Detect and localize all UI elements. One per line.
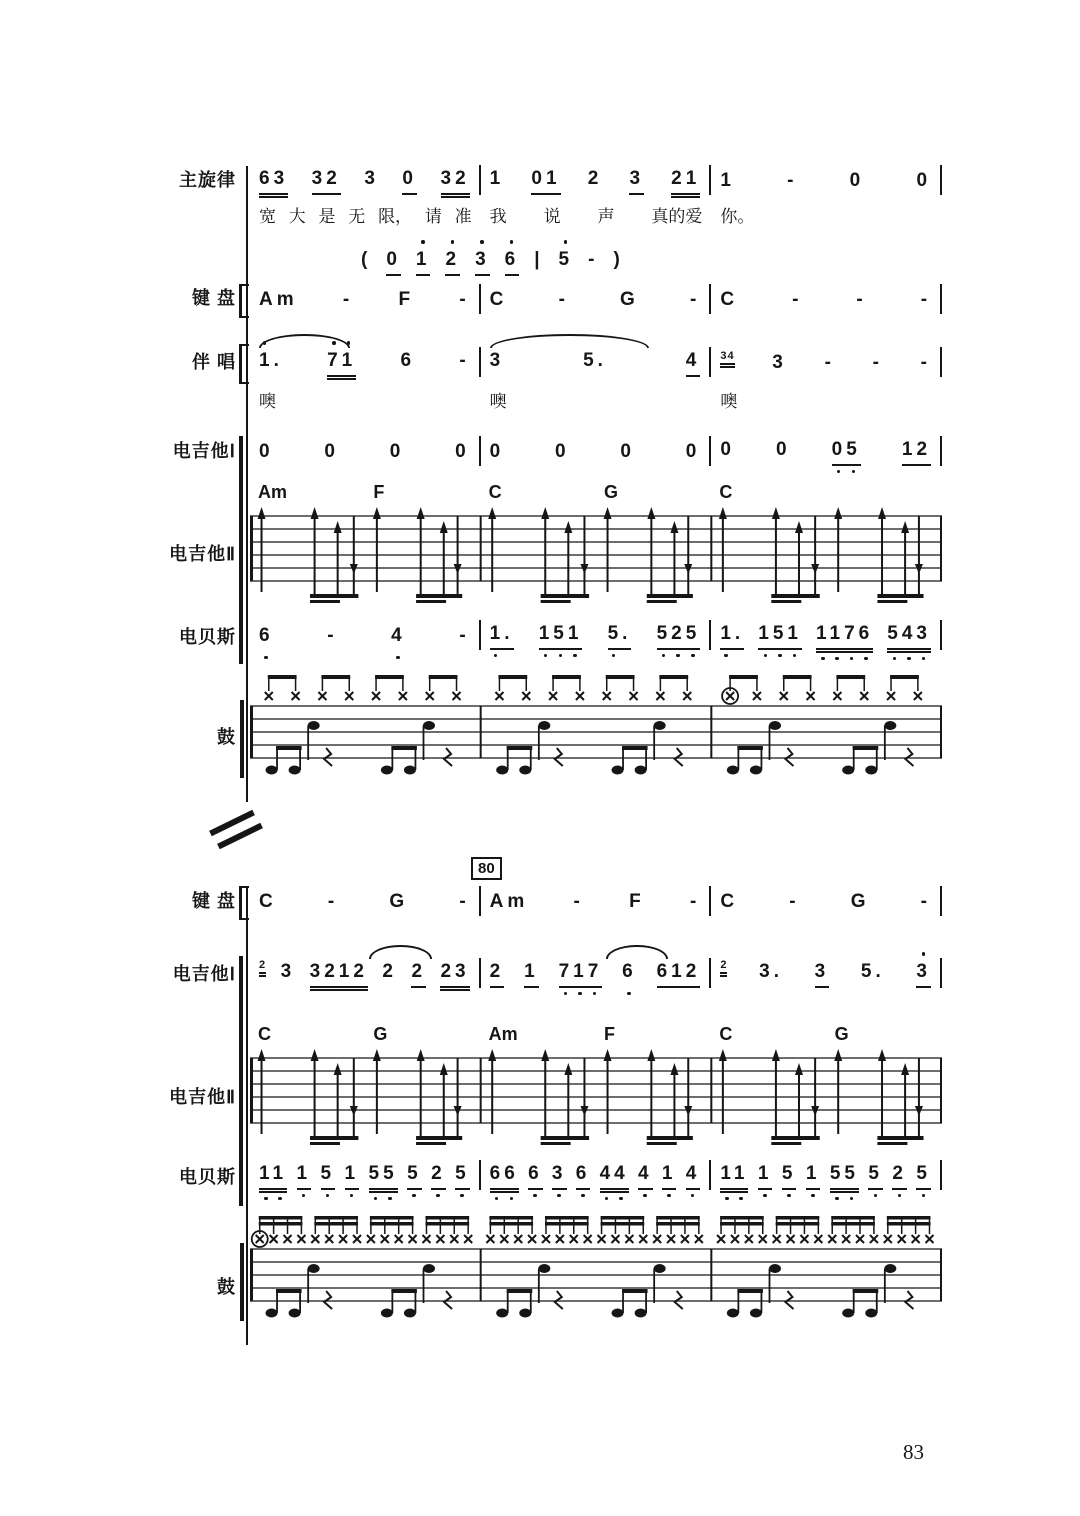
row-backing-vocal (250, 347, 942, 377)
rehearsal-mark: 80 (471, 857, 502, 880)
measure (352, 246, 633, 276)
jianpu-token: 4 (686, 1160, 701, 1190)
measure (481, 347, 710, 377)
jianpu-token: 0 (324, 441, 339, 462)
measure (250, 1160, 479, 1190)
row-keyboard-s1 (250, 284, 942, 314)
jianpu-token: 6 (528, 1160, 543, 1190)
label-keyboard-s2: 键 盘 (191, 891, 236, 911)
octave-dot-below (436, 1194, 440, 1198)
jianpu-token: - (459, 891, 470, 912)
jianpu-token: C (720, 891, 739, 912)
octave-dot-below (581, 1194, 585, 1198)
jianpu-token: 3 (280, 961, 296, 982)
drum-pattern-staff-s2 (250, 1203, 942, 1343)
octave-dot-below (557, 1194, 561, 1198)
barline (940, 284, 942, 314)
octave-dot-below (612, 654, 616, 658)
staff-drums-s2 (250, 1203, 942, 1343)
jianpu-token: 3 (772, 352, 787, 373)
octave-dot-below (559, 654, 563, 658)
jianpu-token: 0 (849, 170, 865, 191)
keyboard-s1-brace (239, 284, 249, 318)
jianpu-token: 0 (776, 439, 791, 460)
jianpu-token: 11 (259, 1160, 287, 1190)
row-eguitar1-s1 (250, 436, 942, 466)
measure (481, 438, 710, 466)
octave-dot-below (691, 1194, 695, 1198)
jianpu-token: 151 (758, 620, 802, 650)
jianpu-token: 5 (455, 1160, 470, 1190)
chord-label: G (373, 1024, 388, 1044)
chord-label: C (719, 1024, 733, 1044)
octave-dot-below (264, 656, 268, 660)
octave-dot-above (480, 240, 484, 244)
drums-bracket-s2 (240, 1243, 244, 1321)
strum-pattern-staff-s2 (250, 1046, 942, 1150)
measure (481, 205, 712, 229)
jianpu-token: Am (489, 891, 529, 912)
octave-dot-below (544, 654, 548, 658)
jianpu-token: 63 (259, 165, 288, 195)
system1-barline (246, 166, 248, 802)
jianpu-token: - (342, 289, 354, 310)
jianpu-token: 71 (327, 347, 356, 377)
octave-dot-below (852, 470, 856, 474)
jianpu-token: 1176 (816, 620, 873, 650)
strum-pattern-staff-s1 (250, 504, 942, 608)
jianpu-token: F (398, 289, 415, 310)
octave-dot-below (578, 992, 582, 996)
measure (481, 390, 712, 414)
jianpu-token: 4 (686, 347, 701, 377)
grace-note: 2 (720, 959, 727, 974)
jianpu-token: 2 (431, 1160, 446, 1190)
octave-dot-above (421, 240, 425, 244)
measure (711, 620, 940, 650)
jianpu-token: 543 (887, 620, 931, 650)
measure (711, 888, 940, 916)
jianpu-token: 5. (860, 961, 885, 982)
jianpu-token: 01 (531, 165, 560, 195)
measure (711, 958, 940, 988)
jianpu-token: 1 (758, 1160, 773, 1190)
measure (250, 205, 481, 229)
jianpu-token: C (259, 891, 277, 912)
jianpu-token: 1. (490, 620, 514, 650)
staff-eguitar2-s1 (250, 504, 942, 608)
label-main-melody: 主旋律 (179, 170, 236, 190)
slur-arc (490, 334, 649, 348)
octave-dot-below (787, 1194, 791, 1198)
jianpu-token: 05 (832, 436, 861, 466)
jianpu-token: 11 (720, 1160, 748, 1190)
jianpu-token: - (327, 625, 338, 646)
lyric-syllable: 说 (543, 207, 561, 226)
jianpu-token: 1 (806, 1160, 821, 1190)
octave-dot-below (764, 654, 768, 658)
octave-dot-below (676, 654, 680, 658)
lyric-syllable: 声 (597, 207, 615, 226)
jianpu-token: G (850, 891, 870, 912)
octave-dot-below (605, 1197, 609, 1201)
barline (940, 165, 942, 195)
measure (250, 622, 479, 650)
octave-dot-below (835, 1197, 839, 1201)
jianpu-token: 0 (555, 441, 570, 462)
jianpu-token: ) (613, 249, 624, 270)
jianpu-token: - (459, 289, 470, 310)
jianpu-token: 0 (489, 441, 505, 462)
octave-dot-below (662, 654, 666, 658)
staff-drums-s1 (250, 660, 942, 800)
row-eguitar1-s2 (250, 958, 942, 988)
octave-dot-below (388, 1197, 392, 1201)
jianpu-token: 1 (489, 168, 505, 189)
jianpu-token: 5. (608, 620, 632, 650)
jianpu-token: 1 (662, 1160, 677, 1190)
row-ebass-s1 (250, 620, 942, 650)
chords-s2 (250, 1024, 942, 1048)
chord-label: G (604, 482, 619, 502)
staff-eguitar2-s2 (250, 1046, 942, 1150)
measure (481, 286, 710, 314)
grace-note: 2 (259, 959, 266, 974)
jianpu-token: 151 (539, 620, 583, 650)
lyric-syllable: 是 (318, 207, 336, 226)
lyric-syllable: 限， (378, 207, 413, 226)
octave-dot-below (874, 1194, 878, 1198)
jianpu-token: Am (259, 289, 298, 310)
lyric-syllable: 真的爱 (651, 207, 703, 226)
label-drums-s2: 鼓 (217, 1277, 236, 1297)
barline (940, 886, 942, 916)
barline (940, 1160, 942, 1190)
jianpu-token: 3 (916, 958, 931, 988)
jianpu-token: 2 (892, 1160, 907, 1190)
chord-label: Am (258, 482, 288, 502)
measure (250, 958, 479, 988)
label-eguitar1-s2: 电吉他Ⅰ (172, 964, 236, 984)
jianpu-token: - (920, 352, 931, 373)
chord-label: C (258, 1024, 271, 1044)
jianpu-token: 3 (364, 168, 379, 189)
octave-dot-below (460, 1194, 464, 1198)
drums-bracket-s1 (240, 700, 244, 778)
jianpu-token: 0 (455, 441, 470, 462)
label-keyboard-s1: 键 盘 (191, 288, 236, 308)
octave-dot-below (691, 654, 695, 658)
octave-dot-above (922, 952, 926, 956)
jianpu-token: 32 (441, 165, 470, 195)
jianpu-token: 1 (524, 958, 539, 988)
jianpu-token: - (787, 170, 798, 191)
barline (940, 620, 942, 650)
octave-dot-below (922, 1194, 926, 1198)
jianpu-token: 5. (583, 350, 607, 371)
jianpu-token: 4 (638, 1160, 653, 1190)
jianpu-token: - (920, 289, 932, 310)
octave-dot-below (837, 470, 841, 474)
chord-label: F (604, 1024, 615, 1044)
label-eguitar2-s1: 电吉他Ⅱ (169, 544, 236, 564)
jianpu-token: 1 (416, 246, 431, 276)
octave-dot-below (495, 1197, 499, 1201)
jianpu-token: 55 (830, 1160, 859, 1190)
jianpu-token: 2 (445, 246, 460, 276)
row-pickup (352, 246, 624, 276)
measure (481, 1160, 710, 1190)
octave-dot-below (412, 1194, 416, 1198)
jianpu-token: 3 (552, 1160, 567, 1190)
jianpu-token: - (459, 350, 470, 371)
chord-label: C (719, 482, 733, 502)
octave-dot-below (396, 656, 400, 660)
jianpu-token: 0 (402, 165, 417, 195)
jianpu-token: 6 (576, 1160, 591, 1190)
measure (250, 347, 479, 377)
jianpu-token: - (588, 249, 599, 270)
lyric-syllable: 噢 (720, 392, 738, 411)
guitar-group-bracket-s1 (239, 436, 243, 664)
jianpu-token: 717 (559, 958, 603, 988)
measure (711, 286, 940, 314)
jianpu-token: 525 (657, 620, 701, 650)
jianpu-token: 0 (386, 246, 401, 276)
slur-arc (259, 334, 350, 348)
row-ebass-s2 (250, 1160, 942, 1190)
chords-s1 (250, 482, 942, 506)
system2-barline (246, 886, 248, 1345)
octave-dot-above (564, 240, 568, 244)
row-vocal-lyrics (250, 384, 942, 414)
measure (711, 390, 942, 414)
grace-note: 34 (720, 350, 734, 365)
jianpu-token: - (327, 891, 339, 912)
slur-arc (369, 945, 432, 959)
measure (711, 167, 940, 195)
measure (711, 436, 940, 466)
jianpu-token: - (789, 891, 800, 912)
octave-dot-below (302, 1194, 306, 1198)
octave-dot-below (627, 992, 631, 996)
jianpu-token: - (573, 891, 584, 912)
octave-dot-below (374, 1197, 378, 1201)
label-ebass-s1: 电贝斯 (179, 627, 236, 647)
label-backing-vocal: 伴 唱 (191, 352, 236, 372)
jianpu-token: 1 (720, 170, 735, 191)
measure (481, 620, 710, 650)
jianpu-token: 0 (259, 441, 274, 462)
jianpu-token: 0 (389, 441, 405, 462)
jianpu-token: 4 (391, 622, 406, 650)
lyric-syllable: 噢 (489, 392, 507, 411)
octave-dot-below (898, 1194, 902, 1198)
octave-dot-below (494, 654, 498, 658)
measure (481, 888, 710, 916)
jianpu-token: C (720, 289, 739, 310)
octave-dot-below (510, 1197, 514, 1201)
octave-dot-below (667, 1194, 671, 1198)
lyric-syllable: 准 (454, 207, 472, 226)
measure (250, 390, 481, 414)
jianpu-token: 3 (489, 350, 505, 371)
jianpu-token: ( (361, 249, 372, 270)
jianpu-token: - (689, 289, 701, 310)
jianpu-token: 66 (490, 1160, 519, 1190)
jianpu-token: C (489, 289, 508, 310)
barline (940, 347, 942, 377)
label-drums-s1: 鼓 (217, 727, 236, 747)
lyric-syllable: 你。 (720, 207, 755, 226)
drum-pattern-staff-s1 (250, 660, 942, 800)
jianpu-token: 3 (475, 246, 490, 276)
label-ebass-s2: 电贝斯 (179, 1167, 236, 1187)
barline (940, 436, 942, 466)
jianpu-token: 3212 (310, 958, 368, 988)
jianpu-token: 12 (902, 436, 931, 466)
lyric-syllable: 请 (424, 207, 442, 226)
guitar-group-bracket-s2 (239, 956, 243, 1206)
octave-dot-below (533, 1194, 537, 1198)
row-main-melody (250, 165, 942, 195)
octave-dot-above (510, 240, 514, 244)
jianpu-token: 3 (629, 165, 644, 195)
octave-dot-below (739, 1197, 743, 1201)
jianpu-token: 6 (505, 246, 520, 276)
page-number: 83 (903, 1440, 924, 1464)
measure (250, 888, 479, 916)
chord-label: C (488, 482, 502, 502)
measure (481, 958, 710, 988)
octave-dot-below (619, 1197, 623, 1201)
row-main-lyrics (250, 199, 942, 229)
jianpu-token: 21 (671, 165, 700, 195)
octave-dot-below (278, 1197, 282, 1201)
octave-dot-below (350, 1194, 354, 1198)
measure (250, 165, 479, 195)
slur-arc (606, 945, 667, 959)
jianpu-token: 5 (321, 1160, 336, 1190)
jianpu-token: G (620, 289, 639, 310)
lyric-syllable: 噢 (259, 392, 276, 411)
jianpu-token: 0 (685, 441, 701, 462)
octave-dot-below (850, 1197, 854, 1201)
jianpu-token: 2 (411, 958, 426, 988)
octave-dot-below (573, 654, 577, 658)
jianpu-token: 0 (720, 439, 735, 460)
measure (250, 286, 479, 314)
lyric-syllable: 大 (288, 207, 306, 226)
octave-dot-below (724, 654, 728, 658)
jianpu-token: 2 (490, 958, 505, 988)
label-eguitar1-s1: 电吉他Ⅰ (172, 441, 236, 461)
jianpu-token: F (629, 891, 645, 912)
octave-dot-below (593, 992, 597, 996)
measure (711, 1160, 940, 1190)
octave-dot-above (451, 240, 455, 244)
measure (711, 349, 940, 377)
label-eguitar2-s2: 电吉他Ⅱ (169, 1087, 236, 1107)
octave-dot-below (725, 1197, 729, 1201)
octave-dot-below (326, 1194, 330, 1198)
jianpu-token: - (689, 891, 701, 912)
jianpu-token: | (534, 249, 544, 270)
chord-label: F (373, 482, 385, 502)
jianpu-token: 1. (720, 620, 744, 650)
jianpu-token: 5 (407, 1160, 422, 1190)
jianpu-token: 2 (382, 961, 397, 982)
jianpu-token: - (872, 352, 883, 373)
jianpu-token: 5 (916, 1160, 931, 1190)
row-keyboard-s2 (250, 886, 942, 916)
jianpu-token: - (558, 289, 569, 310)
jianpu-token: 32 (312, 165, 341, 195)
jianpu-token: 2 (587, 168, 603, 189)
chord-label: Am (488, 1024, 518, 1044)
octave-dot-below (643, 1194, 647, 1198)
jianpu-token: - (792, 289, 803, 310)
jianpu-token: 3. (759, 961, 783, 982)
jianpu-token: 6 (259, 622, 274, 650)
jianpu-token: 5 (782, 1160, 797, 1190)
jianpu-token: - (459, 625, 470, 646)
jianpu-token: 3 (815, 958, 830, 988)
measure (481, 165, 710, 195)
octave-dot-below (778, 654, 782, 658)
jianpu-token: 1 (345, 1160, 360, 1190)
octave-dot-below (564, 992, 568, 996)
jianpu-token: 0 (916, 170, 932, 191)
jianpu-token: 44 (600, 1160, 629, 1190)
barline (940, 958, 942, 988)
octave-dot-below (763, 1194, 767, 1198)
jianpu-token: - (824, 352, 835, 373)
jianpu-token: 6 (622, 958, 637, 986)
jianpu-token: G (389, 891, 409, 912)
keyboard-s2-brace (239, 886, 249, 920)
jianpu-token: - (856, 289, 867, 310)
jianpu-token: - (920, 891, 931, 912)
octave-dot-below (811, 1194, 815, 1198)
jianpu-token: 6 (400, 350, 416, 371)
octave-dot-below (793, 654, 797, 658)
chord-label: G (834, 1024, 849, 1044)
measure (711, 205, 942, 229)
octave-dot-below (264, 1197, 268, 1201)
jianpu-token: 5 (868, 1160, 883, 1190)
jianpu-token: 0 (620, 441, 635, 462)
jianpu-token: 23 (440, 958, 469, 988)
measure (250, 438, 479, 466)
vocal-brace (239, 344, 249, 384)
lyric-syllable: 宽 (259, 207, 276, 226)
lyric-syllable: 无 (348, 207, 366, 226)
lyric-syllable: 我 (489, 207, 507, 226)
jianpu-token: 5 (559, 246, 574, 274)
jianpu-token: 1. (259, 347, 283, 375)
jianpu-token: 55 (369, 1160, 398, 1190)
jianpu-token: 612 (657, 958, 701, 988)
jianpu-token: 1 (297, 1160, 312, 1190)
